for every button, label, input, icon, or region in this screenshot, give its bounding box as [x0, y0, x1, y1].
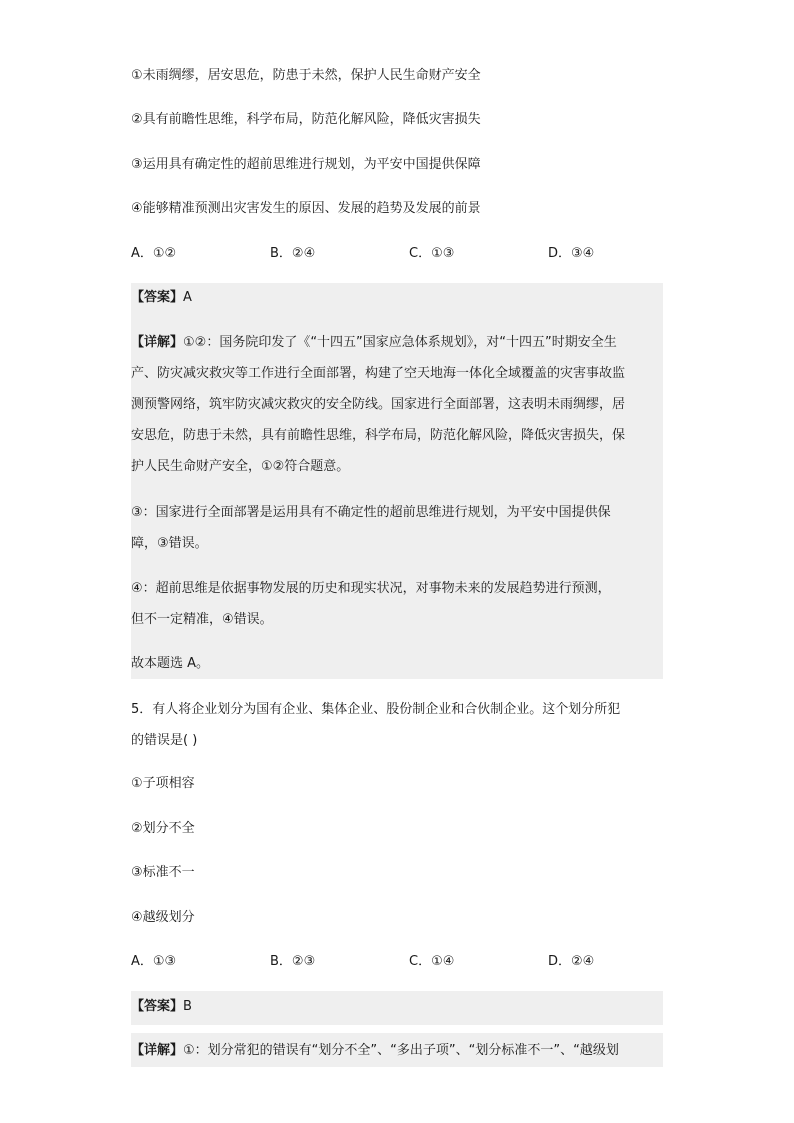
- q5-option-b: B．②③: [270, 954, 316, 969]
- q4-detail: [131, 327, 663, 482]
- q4-detail-4: [131, 573, 663, 635]
- answer-value: A: [183, 290, 192, 305]
- q4-option-d: D．③④: [548, 246, 595, 261]
- q5-stem-line-1: 5．有人将企业划分为国有企业、集体企业、股份制企业和合伙制企业。这个划分所犯: [131, 702, 621, 717]
- answer-label: 【答案】: [131, 999, 184, 1014]
- q5-stem: [131, 694, 663, 756]
- q4-detail-line-3: 测预警网络，筑牢防灾减灾救灾的安全防线。国家进行全面部署，这表明未雨绸缪，居: [131, 397, 626, 412]
- q4-item-1: ①未雨绸缪，居安思危，防患于未然，保护人民生命财产安全: [131, 68, 481, 83]
- q5-option-d: D．②④: [548, 954, 595, 969]
- q5-detail-line-1: ①：划分常犯的错误有“划分不全”、“多出子项”、“划分标准不一”、“越级划: [183, 1043, 619, 1058]
- q5-item-1: ①子项相容: [131, 776, 195, 791]
- q4-detail-3: [131, 497, 663, 559]
- q5-option-c: C．①④: [409, 954, 455, 969]
- detail-label: 【详解】: [131, 1043, 184, 1058]
- detail-label: 【详解】: [131, 335, 184, 350]
- q5-item-2: ②划分不全: [131, 821, 195, 836]
- q4-option-b: B．②④: [270, 246, 316, 261]
- q4-option-a: A．①②: [131, 246, 177, 261]
- q4-item-4: ④能够精准预测出灾害发生的原因、发展的趋势及发展的前景: [131, 201, 481, 216]
- q5-item-4: ④越级划分: [131, 910, 195, 925]
- q4-answer: [131, 289, 192, 307]
- q5-detail: [131, 1042, 619, 1060]
- q4-detail-line-2: 产、防灾减灾救灾等工作进行全面部署，构建了空天地海一体化全域覆盖的灾害事故监: [131, 366, 626, 381]
- q5-answer-block: [131, 991, 663, 1025]
- q4-detail4-line-1: ④：超前思维是依据事物发展的历史和现实状况，对事物未来的发展趋势进行预测，: [131, 581, 611, 596]
- q4-detail3-line-1: ③：国家进行全面部署是运用具有不确定性的超前思维进行规划，为平安中国提供保: [131, 505, 611, 520]
- q4-detail-line-5: 护人民生命财产安全，①②符合题意。: [131, 459, 350, 474]
- q5-item-3: ③标准不一: [131, 865, 195, 880]
- q4-item-3: ③运用具有确定性的超前思维进行规划，为平安中国提供保障: [131, 157, 481, 172]
- q5-option-a: A．①③: [131, 954, 177, 969]
- q5-stem-line-2: 的错误是( ): [131, 733, 198, 748]
- q4-option-c: C．①③: [409, 246, 455, 261]
- q4-detail-line-1: ①②：国务院印发了《“十四五”国家应急体系规划》，对“十四五”时期安全生: [183, 335, 617, 350]
- q5-answer: [131, 998, 192, 1016]
- q4-detail-line-4: 安思危，防患于未然，具有前瞻性思维，科学布局，防范化解风险，降低灾害损失，保: [131, 428, 626, 443]
- q4-detail4-line-2: 但不一定精准，④错误。: [131, 612, 273, 627]
- answer-label: 【答案】: [131, 290, 184, 305]
- q4-conclusion: 故本题选 A。: [131, 656, 210, 671]
- q4-detail3-line-2: 障，③错误。: [131, 536, 208, 551]
- answer-value: B: [183, 999, 192, 1014]
- q4-item-2: ②具有前瞻性思维，科学布局，防范化解风险，降低灾害损失: [131, 112, 481, 127]
